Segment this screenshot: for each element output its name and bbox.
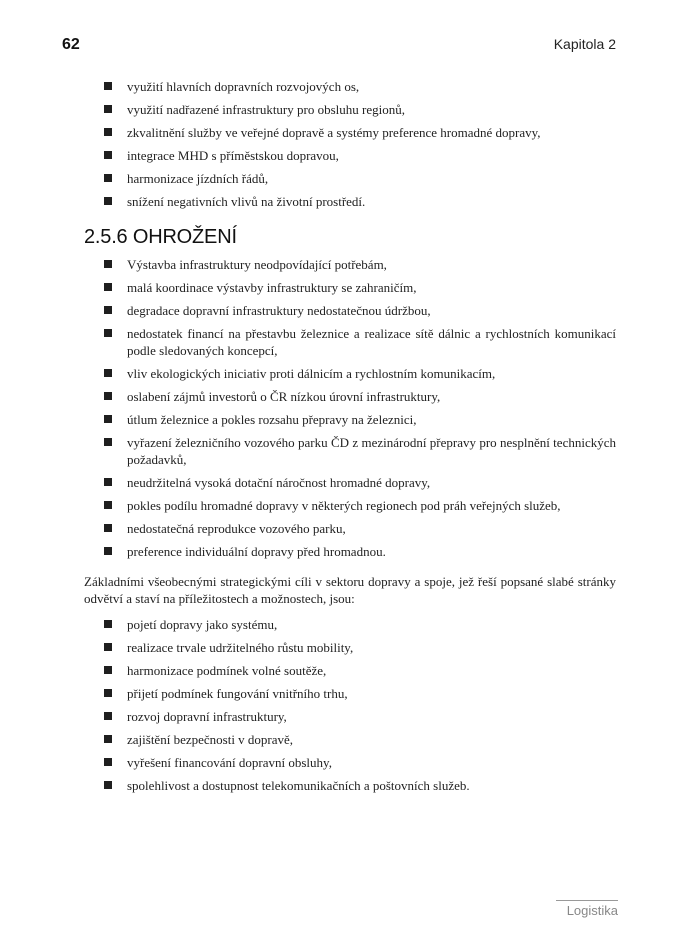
list-item-text: oslabení zájmů investorů o ČR nízkou úrovní infrastruktury, <box>127 389 441 404</box>
list-item <box>84 639 616 656</box>
list-item-text: spolehlivost a dostupnost telekomunikačních a poštovních služeb. <box>127 778 470 793</box>
list-item-text: neudržitelná vysoká dotační náročnost hromadné dopravy, <box>127 475 431 490</box>
list-item-text: pojetí dopravy jako systému, <box>127 617 278 632</box>
list-item <box>84 474 616 491</box>
list-item <box>84 520 616 537</box>
list-item-text: nedostatek financí na přestavbu železnice a realizace sítě dálnic a rychlostních komunikací podle sledovaných koncepcí, <box>127 326 616 358</box>
list-item <box>84 731 616 748</box>
square-bullet-icon <box>104 524 112 532</box>
list-item <box>84 101 616 118</box>
list-item <box>84 434 616 468</box>
square-bullet-icon <box>104 283 112 291</box>
list-item-text: pokles podílu hromadné dopravy v některých regionech pod práh veřejných služeb, <box>127 498 561 513</box>
list-item <box>84 325 616 359</box>
square-bullet-icon <box>104 689 112 697</box>
square-bullet-icon <box>104 501 112 509</box>
square-bullet-icon <box>104 415 112 423</box>
square-bullet-icon <box>104 260 112 268</box>
list-item-text: zkvalitnění služby ve veřejné dopravě a systémy preference hromadné dopravy, <box>127 125 541 140</box>
list-item <box>84 543 616 560</box>
page-number: 62 <box>62 36 80 53</box>
square-bullet-icon <box>104 620 112 628</box>
section-heading: 2.5.6 OHROŽENÍ <box>84 226 237 248</box>
list-item <box>84 388 616 405</box>
opportunities-list <box>84 78 616 210</box>
chapter-title: Kapitola 2 <box>553 36 616 52</box>
square-bullet-icon <box>104 438 112 446</box>
page-content <box>84 78 616 800</box>
square-bullet-icon <box>104 174 112 182</box>
list-item-text: preference individuální dopravy před hromadnou. <box>127 544 386 559</box>
list-item <box>84 497 616 514</box>
square-bullet-icon <box>104 128 112 136</box>
list-item-text: nedostatečná reprodukce vozového parku, <box>127 521 346 536</box>
list-item-text: harmonizace jízdních řádů, <box>127 171 269 186</box>
page-header <box>62 36 616 56</box>
list-item <box>84 78 616 95</box>
list-item-text: Výstavba infrastruktury neodpovídající potřebám, <box>127 257 387 272</box>
list-item-text: realizace trvale udržitelného růstu mobility, <box>127 640 354 655</box>
list-item <box>84 256 616 273</box>
list-item-text: rozvoj dopravní infrastruktury, <box>127 709 287 724</box>
list-item <box>84 662 616 679</box>
list-item-text: vyřešení financování dopravní obsluhy, <box>127 755 332 770</box>
list-item-text: harmonizace podmínek volné soutěže, <box>127 663 327 678</box>
list-item-text: útlum železnice a pokles rozsahu přepravy na železnici, <box>127 412 417 427</box>
list-item-text: snížení negativních vlivů na životní prostředí. <box>127 194 366 209</box>
threats-list <box>84 256 616 560</box>
square-bullet-icon <box>104 478 112 486</box>
body-paragraph: Základními všeobecnými strategickými cíli v sektoru dopravy a spoje, jež řeší popsané slabé stránky odvětví a staví na příležitostech a možnostech, jsou: <box>84 574 616 606</box>
square-bullet-icon <box>104 197 112 205</box>
list-item <box>84 411 616 428</box>
square-bullet-icon <box>104 643 112 651</box>
list-item-text: degradace dopravní infrastruktury nedostatečnou údržbou, <box>127 303 431 318</box>
list-item <box>84 124 616 141</box>
list-item-text: využití hlavních dopravních rozvojových os, <box>127 79 360 94</box>
square-bullet-icon <box>104 666 112 674</box>
square-bullet-icon <box>104 781 112 789</box>
square-bullet-icon <box>104 151 112 159</box>
square-bullet-icon <box>104 758 112 766</box>
square-bullet-icon <box>104 392 112 400</box>
list-item <box>84 685 616 702</box>
list-item <box>84 754 616 771</box>
list-item-text: vyřazení železničního vozového parku ČD z mezinárodní přepravy pro nesplnění technických požadavků, <box>127 435 616 467</box>
square-bullet-icon <box>104 82 112 90</box>
square-bullet-icon <box>104 329 112 337</box>
square-bullet-icon <box>104 712 112 720</box>
square-bullet-icon <box>104 735 112 743</box>
list-item <box>84 365 616 382</box>
page-footer: Logistika <box>556 900 618 918</box>
list-item <box>84 279 616 296</box>
list-item <box>84 147 616 164</box>
list-item-text: zajištění bezpečnosti v dopravě, <box>127 732 294 747</box>
list-item-text: vliv ekologických iniciativ proti dálnicím a rychlostním komunikacím, <box>127 366 496 381</box>
list-item <box>84 170 616 187</box>
list-item <box>84 708 616 725</box>
square-bullet-icon <box>104 105 112 113</box>
list-item <box>84 616 616 633</box>
list-item-text: malá koordinace výstavby infrastruktury se zahraničím, <box>127 280 417 295</box>
list-item <box>84 777 616 794</box>
list-item <box>84 193 616 210</box>
square-bullet-icon <box>104 306 112 314</box>
list-item-text: využití nadřazené infrastruktury pro obsluhu regionů, <box>127 102 405 117</box>
list-item-text: integrace MHD s příměstskou dopravou, <box>127 148 339 163</box>
square-bullet-icon <box>104 547 112 555</box>
goals-list <box>84 616 616 794</box>
square-bullet-icon <box>104 369 112 377</box>
list-item-text: přijetí podmínek fungování vnitřního trhu, <box>127 686 348 701</box>
list-item <box>84 302 616 319</box>
